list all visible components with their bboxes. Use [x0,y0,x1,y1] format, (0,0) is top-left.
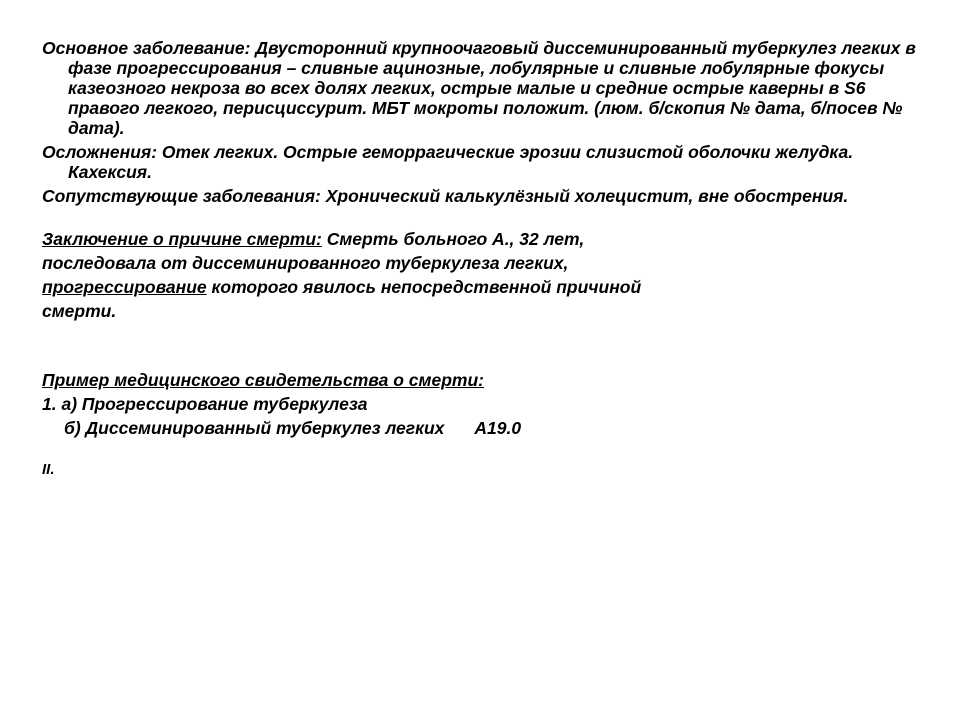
conclusion-underlined-word: прогрессирование [42,277,207,297]
certificate-line-a: 1. а) Прогрессирование туберкулеза [42,394,368,414]
icd-code: А19.0 [474,418,522,438]
conclusion-line1-text: Смерть больного А., 32 лет, [321,229,585,249]
conclusion-line3-text: которого явилось непосредственной причиной [206,277,642,297]
conclusion-line-1 [42,227,938,251]
complications-text: Отек легких. Острые геморрагические эрозии слизистой оболочки желудка. Кахексия. [68,142,854,182]
conclusion-heading: Заключение о причине смерти: [42,229,322,249]
main-diagnosis-paragraph [42,38,938,138]
conclusion-section [42,227,938,323]
comorbidities-label: Сопутствующие заболевания: [42,186,321,206]
complications-paragraph [42,142,938,182]
certificate-section-ii: II. [42,461,55,478]
comorbidities-paragraph [42,186,938,206]
main-diagnosis-text: Двусторонний крупноочаговый диссеминированный туберкулез легких в фазе прогрессирования – сливные ацинозные, лобулярные и сливные лобулярные фокусы казеозного некроза во всех долях легких, острые малые и средние острые каверны в S6 правого легкого, перисциссурит. МБТ мокроты положит. (люм. б/скопия № дата, б/посев № дата). [68,38,916,138]
certificate-heading: Пример медицинского свидетельства о смерти: [42,370,484,390]
certificate-line-b-text: б) Диссеминированный туберкулез легких [64,418,445,438]
certificate-section [42,368,938,482]
main-diagnosis-label: Основное заболевание: [42,38,251,58]
conclusion-line-4: смерти. [42,301,117,321]
complications-label: Осложнения: [42,142,158,162]
comorbidities-text: Хронический калькулёзный холецистит, вне обострения. [320,186,849,206]
conclusion-line-3 [42,275,938,299]
conclusion-line-2: последовала от диссеминированного туберкулеза легких, [42,253,569,273]
document-body [42,38,938,482]
certificate-line-b [42,416,938,440]
